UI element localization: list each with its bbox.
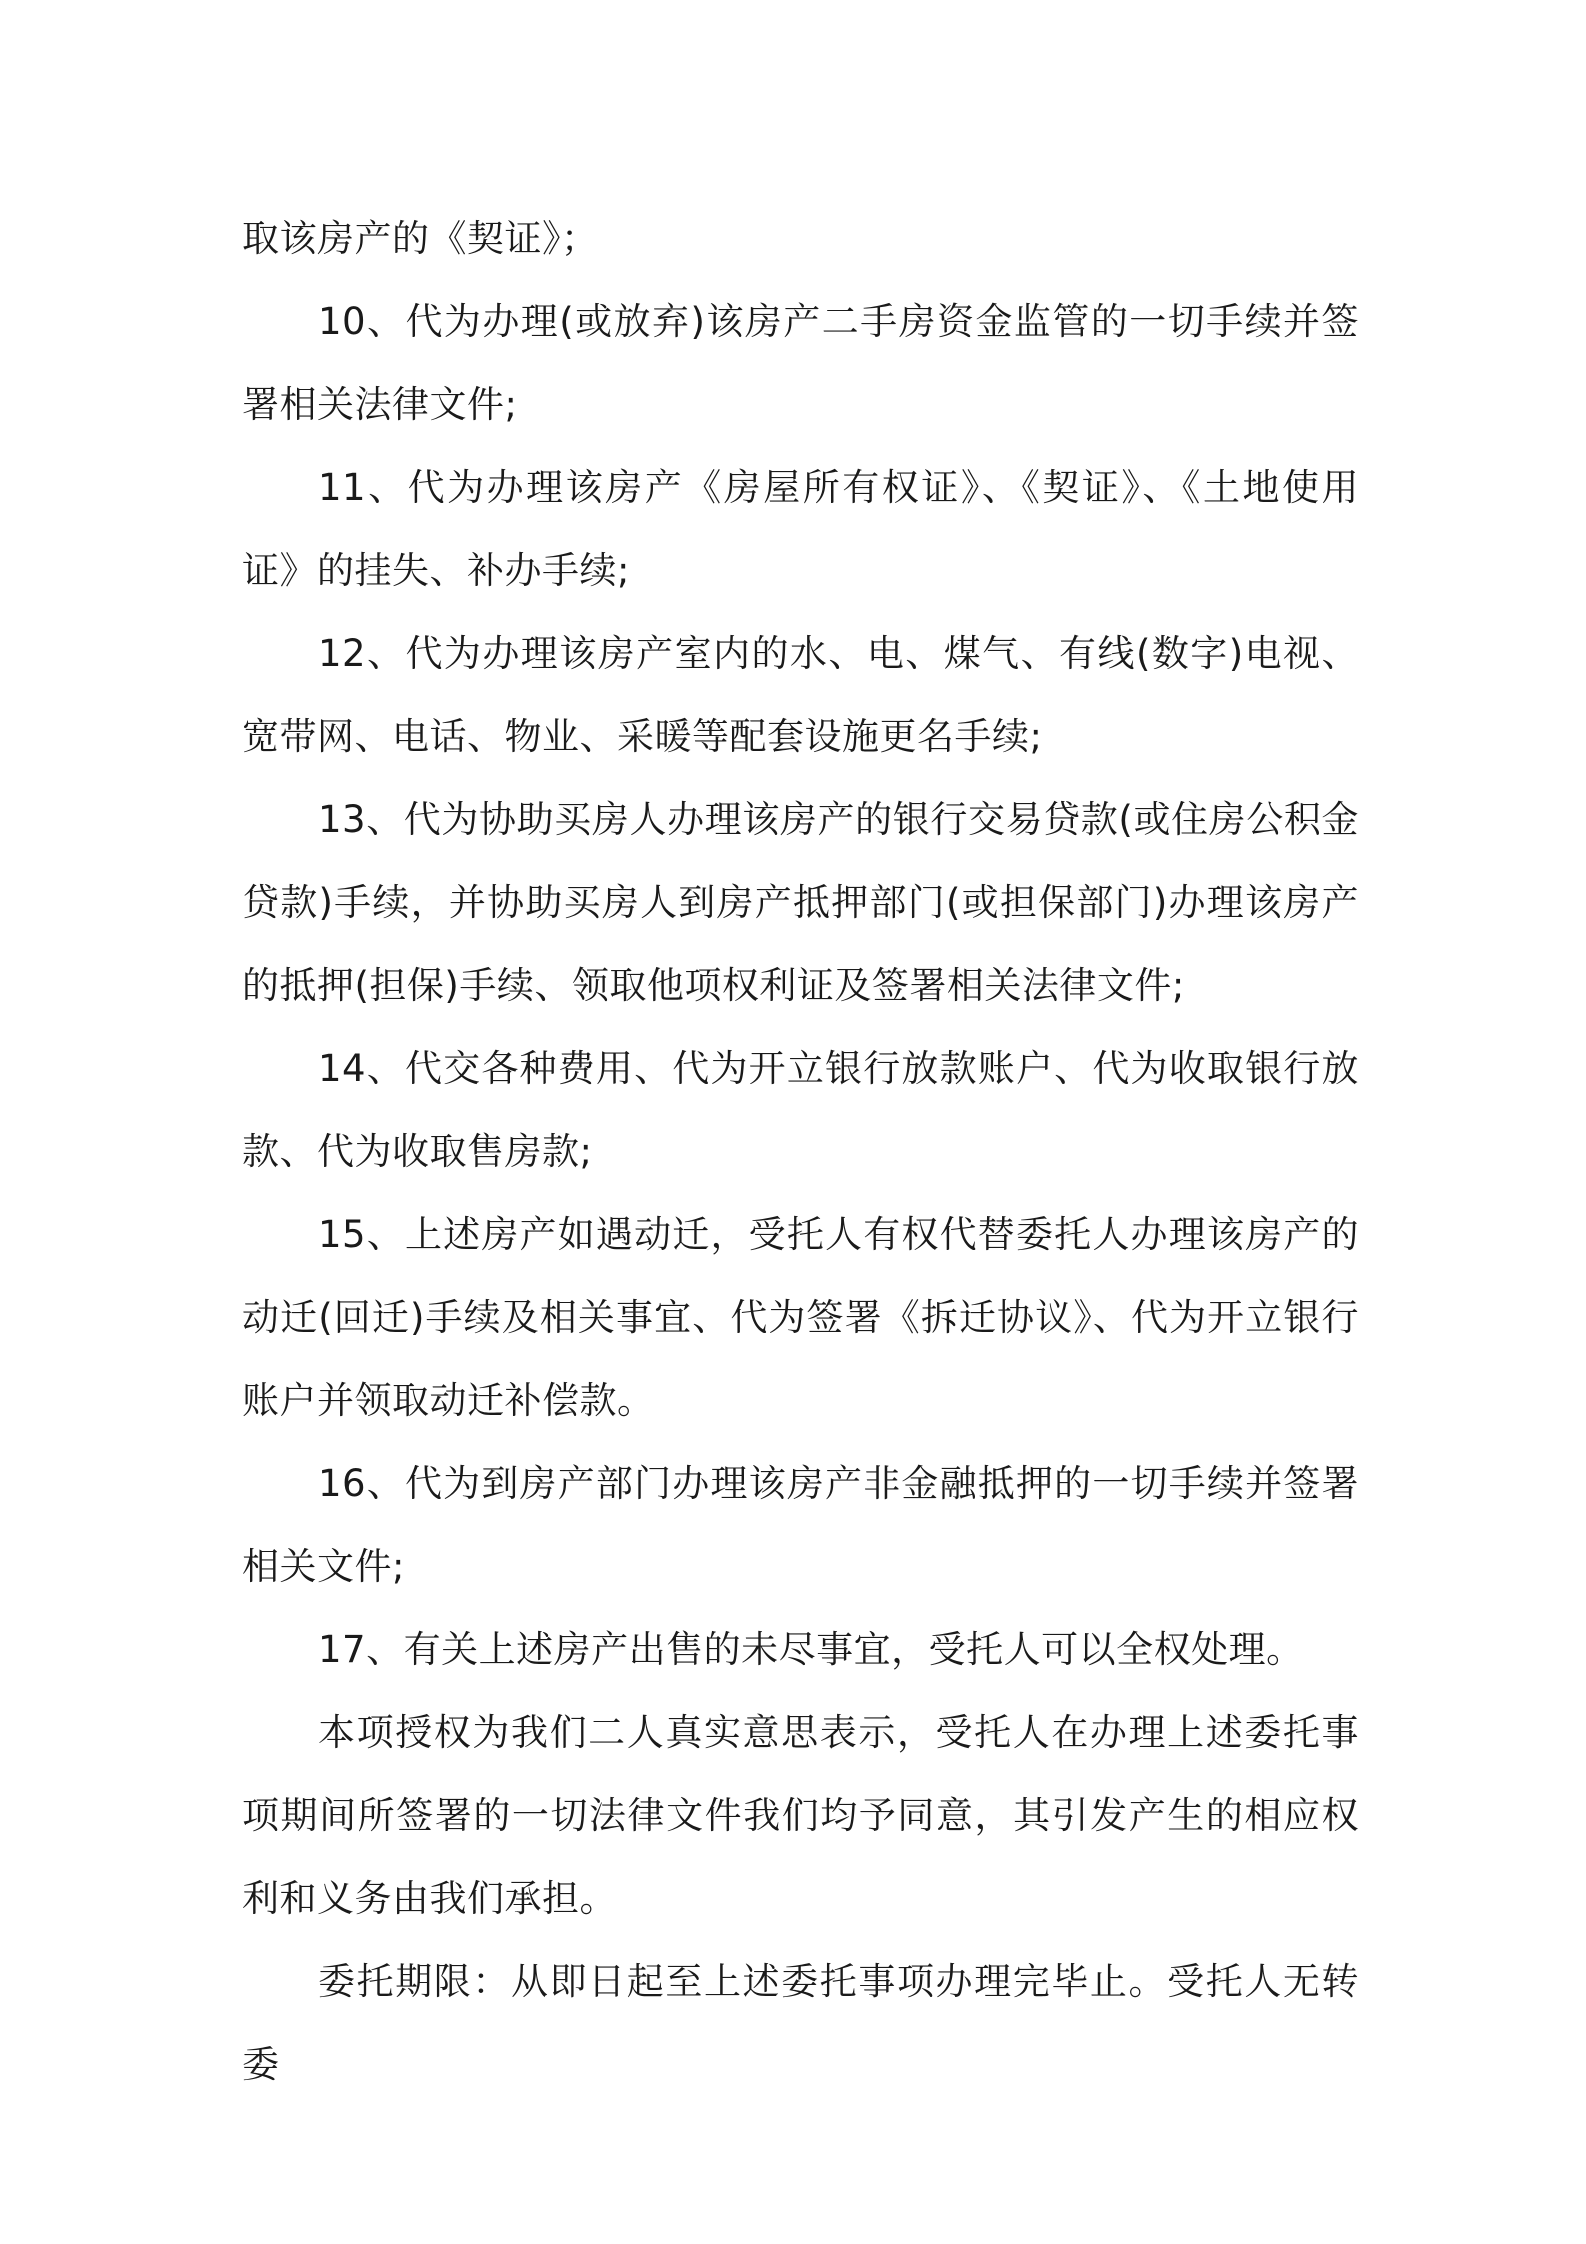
paragraph-entrustment-period: 委托期限：从即日起至上述委托事项办理完毕止。受托人无转委	[242, 1960, 1359, 2086]
paragraph-item-15: 15、上述房产如遇动迁，受托人有权代替委托人办理该房产的动迁(回迁)手续及相关事宜、代为签署《拆迁协议》、代为开立银行账户并领取动迁补偿款。	[242, 1213, 1359, 1422]
paragraph-item-10: 10、代为办理(或放弃)该房产二手房资金监管的一切手续并签署相关法律文件;	[242, 300, 1359, 426]
paragraph-item-17: 17、有关上述房产出售的未尽事宜，受托人可以全权处理。	[318, 1628, 1304, 1671]
paragraph-item-16: 16、代为到房产部门办理该房产非金融抵押的一切手续并签署相关文件;	[242, 1462, 1359, 1588]
document-body	[242, 197, 1359, 2106]
paragraph-continuation: 取该房产的《契证》；	[242, 217, 599, 260]
paragraph-item-11: 11、代为办理该房产《房屋所有权证》、《契证》、《土地使用证》的挂失、补办手续;	[242, 466, 1359, 592]
paragraph-item-12: 12、代为办理该房产室内的水、电、煤气、有线(数字)电视、宽带网、电话、物业、采暖等配套设施更名手续;	[242, 632, 1359, 758]
paragraph-item-13: 13、代为协助买房人办理该房产的银行交易贷款(或住房公积金贷款)手续，并协助买房人到房产抵押部门(或担保部门)办理该房产的抵押(担保)手续、领取他项权利证及签署相关法律文件;	[242, 798, 1359, 1007]
paragraph-item-14: 14、代交各种费用、代为开立银行放款账户、代为收取银行放款、代为收取售房款;	[242, 1047, 1359, 1173]
paragraph-authorization-statement: 本项授权为我们二人真实意思表示，受托人在办理上述委托事项期间所签署的一切法律文件我们均予同意，其引发产生的相应权利和义务由我们承担。	[242, 1711, 1359, 1920]
